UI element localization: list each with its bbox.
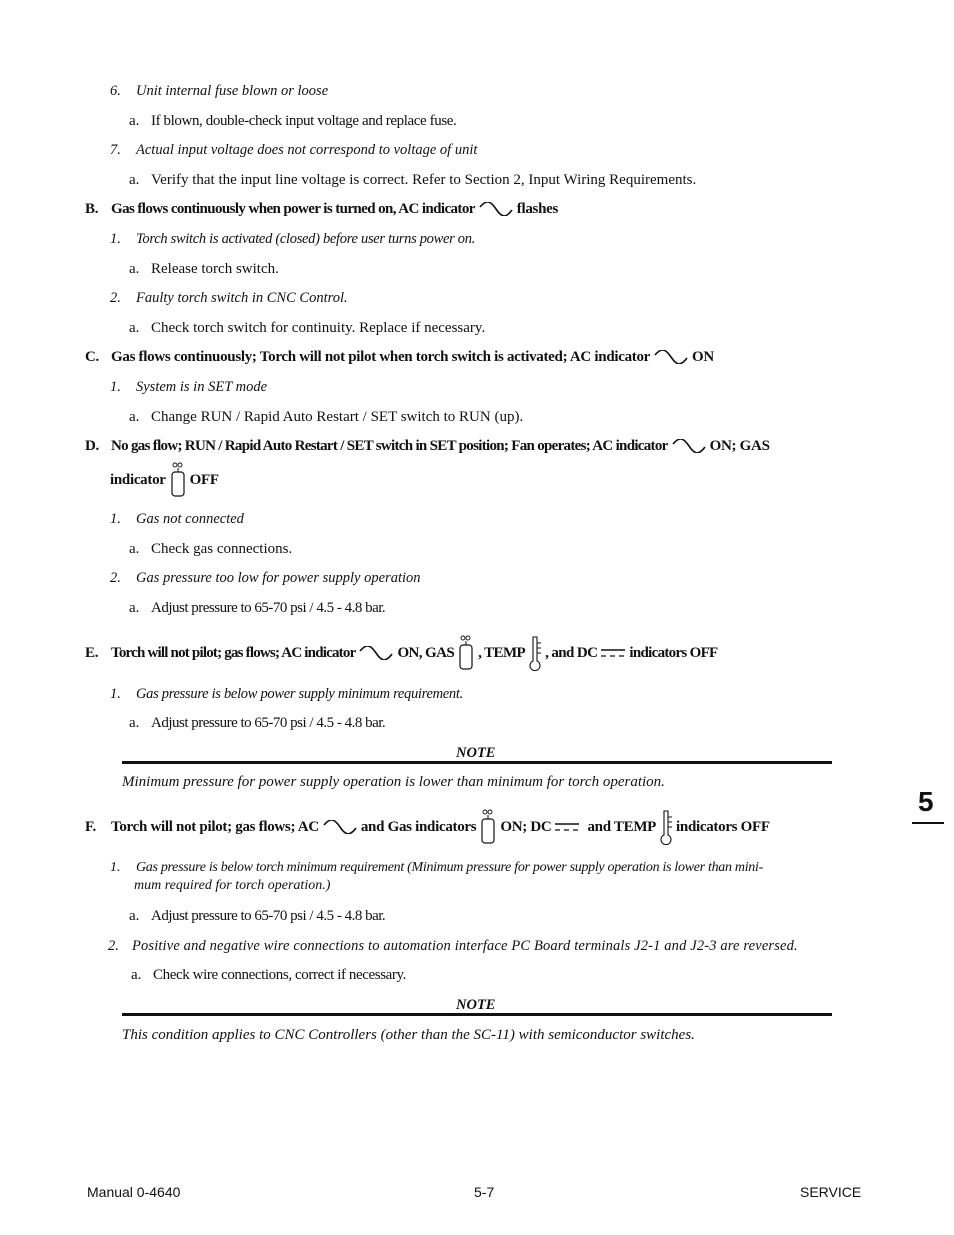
cause-f2 [108, 937, 798, 955]
item-letter: a. [129, 541, 140, 557]
item-letter: a. [129, 172, 140, 188]
heading-text-gas: ON; DC [500, 819, 552, 835]
cause-text: Gas not connected [136, 511, 244, 527]
note-text: This condition applies to CNC Controllers (other than the SC-11) with semiconductor switches. [122, 1027, 695, 1043]
ac-sine-icon [653, 350, 689, 364]
item-number: 1. [110, 511, 121, 527]
heading-text-end: OFF [189, 472, 219, 488]
action-f2a [131, 966, 406, 984]
note-rule [122, 1013, 832, 1016]
action-text: Adjust pressure to 65-70 psi / 4.5 - 4.8 bar. [151, 715, 386, 731]
action-text: Change RUN / Rapid Auto Restart / SET switch to RUN (up). [151, 409, 524, 425]
cause-text: Positive and negative wire connections to automation interface PC Board terminals J2-1 and J2-3 are reversed. [132, 938, 798, 954]
thermometer-icon [659, 809, 673, 845]
item-number: 1. [110, 686, 121, 702]
action-6a [129, 112, 456, 130]
action-c1a [129, 408, 523, 426]
cause-b2 [110, 289, 348, 307]
item-number: 1. [110, 860, 121, 875]
action-b1a [129, 260, 279, 278]
action-text: If blown, double-check input voltage and replace fuse. [151, 113, 457, 129]
section-letter: F. [85, 819, 96, 835]
gas-cylinder-icon [169, 462, 187, 498]
cause-e1 [110, 685, 463, 703]
action-text: Check wire connections, correct if necessary. [153, 967, 406, 983]
item-letter: a. [129, 320, 140, 336]
heading-text-end: ON [692, 349, 714, 365]
heading-text-temp: , and DC [545, 645, 598, 661]
heading-text: Torch will not pilot; gas flows; AC indicator [111, 645, 356, 661]
item-letter: a. [129, 261, 140, 277]
action-d2a [129, 599, 385, 617]
item-letter: a. [129, 113, 140, 129]
item-letter: a. [129, 908, 140, 924]
heading-text-ac: ON, GAS [397, 645, 455, 661]
section-tab-rule [912, 822, 944, 824]
heading-text-ac: and Gas indicators [360, 819, 477, 835]
heading-text: No gas flow; RUN / Rapid Auto Restart / SET switch in SET position; Fan operates; AC indicator [111, 438, 668, 454]
item-number: 1. [110, 231, 121, 247]
footer-section-name: SERVICE [800, 1184, 862, 1200]
cause-b1 [110, 230, 475, 248]
heading-text-end: indicators OFF [629, 645, 718, 661]
heading-text-gas: , TEMP [478, 645, 526, 661]
cause-text: Gas pressure too low for power supply operation [136, 570, 421, 586]
action-text: Check torch switch for continuity. Replace if necessary. [151, 320, 486, 336]
ac-sine-icon [478, 202, 514, 216]
section-letter: D. [85, 438, 99, 454]
action-f1a [129, 907, 385, 925]
item-letter: a. [129, 409, 140, 425]
cause-text: Gas pressure is below power supply minimum requirement. [136, 686, 463, 702]
item-number: 2. [108, 938, 119, 954]
footer-page-number: 5-7 [474, 1184, 495, 1200]
item-letter: a. [131, 967, 142, 983]
action-text: Verify that the input line voltage is correct. Refer to Section 2, Input Wiring Requirements. [151, 172, 697, 188]
section-letter: B. [85, 201, 99, 217]
gas-cylinder-icon [479, 809, 497, 845]
cause-text: Torch switch is activated (closed) before user turns power on. [136, 231, 476, 247]
heading-text-mid: ON; GAS [709, 438, 770, 454]
action-7a [129, 171, 696, 189]
dc-symbol-icon [554, 822, 580, 832]
section-letter: C. [85, 349, 99, 365]
ac-sine-icon [322, 820, 358, 834]
cause-f1 [110, 859, 763, 877]
cause-6 [110, 82, 328, 100]
section-tab-number: 5 [918, 786, 934, 817]
item-number: 6. [110, 83, 121, 99]
cause-text: Gas pressure is below torch minimum requirement (Minimum pressure for power supply operation is lower than mini- [136, 860, 763, 875]
cause-c1 [110, 378, 267, 396]
item-number: 2. [110, 570, 121, 586]
heading-text: Gas flows continuously; Torch will not pilot when torch switch is activated; AC indicator [111, 349, 651, 365]
heading-text: Torch will not pilot; gas flows; AC [111, 819, 319, 835]
action-text: Adjust pressure to 65-70 psi / 4.5 - 4.8 bar. [151, 908, 386, 924]
section-d-heading-cont [110, 462, 219, 498]
section-c-heading [85, 348, 714, 366]
cause-text: Faulty torch switch in CNC Control. [136, 290, 348, 306]
section-f-heading [85, 808, 770, 846]
cause-7 [110, 141, 477, 159]
note-title: NOTE [456, 745, 496, 761]
heading-text-end: flashes [516, 201, 559, 217]
action-text: Release torch switch. [151, 261, 279, 277]
item-letter: a. [129, 600, 140, 616]
gas-cylinder-icon [457, 635, 475, 671]
heading-text-end: indicators OFF [676, 819, 770, 835]
action-d1a [129, 540, 292, 558]
dc-symbol-icon [600, 648, 626, 658]
ac-sine-icon [358, 646, 394, 660]
cause-text: Actual input voltage does not correspond to voltage of unit [136, 142, 478, 158]
footer-manual-number: Manual 0-4640 [87, 1184, 181, 1200]
section-d-heading [85, 437, 770, 455]
heading-text-dc: and TEMP [587, 819, 657, 835]
cause-f1-cont: mum required for torch operation.) [134, 878, 331, 893]
section-letter: E. [85, 645, 99, 661]
action-e1a [129, 714, 385, 732]
heading-text: Gas flows continuously when power is turned on, AC indicator [111, 201, 475, 217]
note-rule [122, 761, 832, 764]
thermometer-icon [528, 635, 542, 671]
section-b-heading [85, 200, 558, 218]
cause-d1 [110, 510, 244, 528]
action-text: Check gas connections. [151, 541, 293, 557]
section-e-heading [85, 634, 718, 672]
note-text: Minimum pressure for power supply operation is lower than minimum for torch operation. [122, 774, 665, 790]
cause-text: System is in SET mode [136, 379, 268, 395]
ac-sine-icon [671, 439, 707, 453]
note-title: NOTE [456, 997, 496, 1013]
action-text: Adjust pressure to 65-70 psi / 4.5 - 4.8 bar. [151, 600, 386, 616]
cause-d2 [110, 569, 421, 587]
item-number: 7. [110, 142, 121, 158]
action-b2a [129, 319, 485, 337]
item-number: 2. [110, 290, 121, 306]
cause-text: Unit internal fuse blown or loose [136, 83, 329, 99]
heading-text-cont: indicator [110, 472, 166, 488]
item-letter: a. [129, 715, 140, 731]
item-number: 1. [110, 379, 121, 395]
